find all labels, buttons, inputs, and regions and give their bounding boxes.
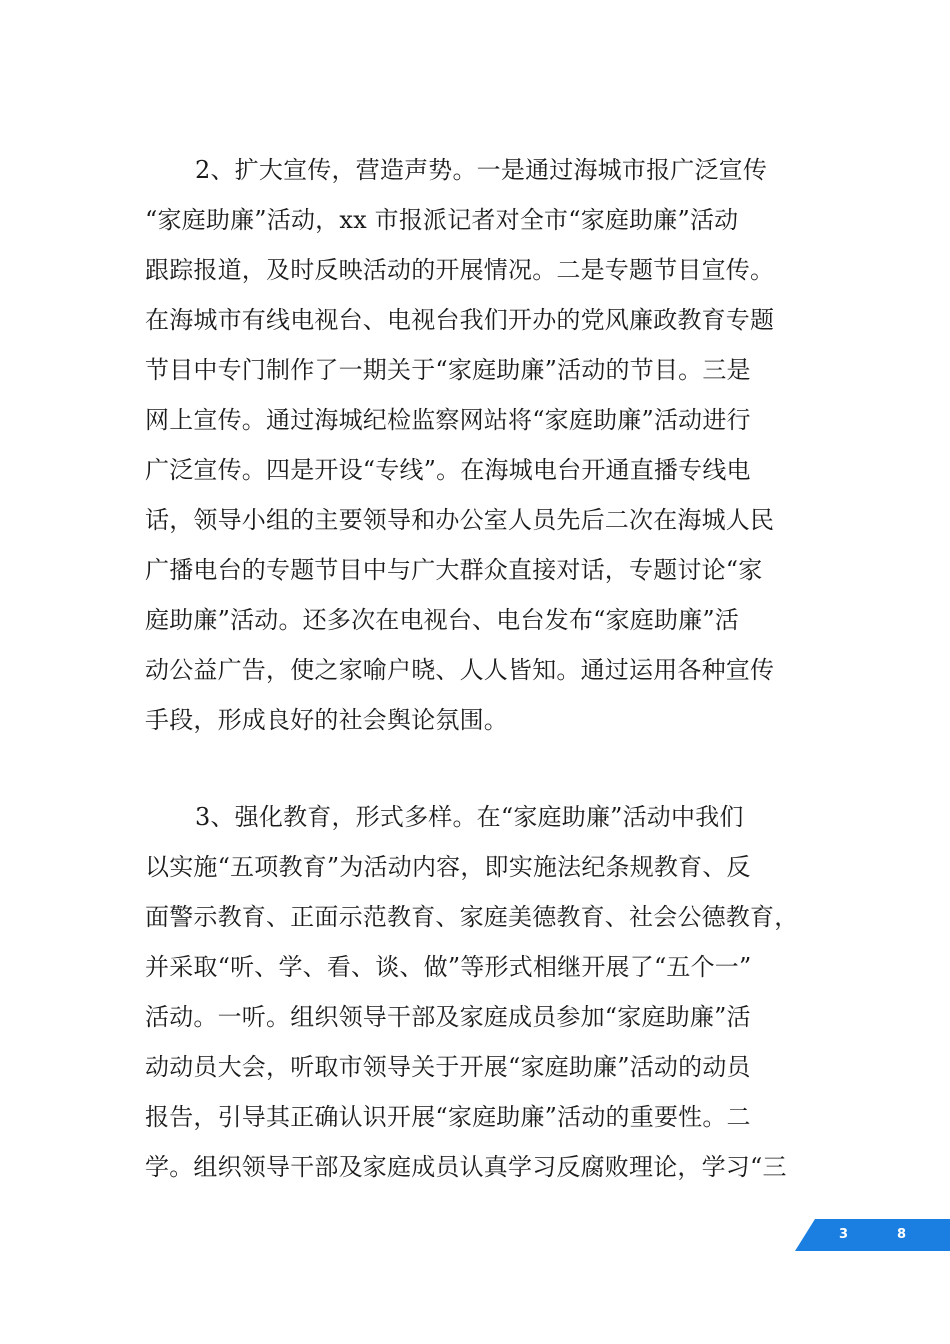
paragraph-line: 广播电台的专题节目中与广大群众直接对话，专题讨论“家 [145, 556, 763, 584]
paragraph-line: 学。组织领导干部及家庭成员认真学习反腐败理论，学习“三 [145, 1153, 787, 1181]
paragraph-line: 广泛宣传。四是开设“专线”。在海城电台开通直播专线电 [145, 456, 751, 484]
paragraph-line: 手段，形成良好的社会舆论氛围。 [145, 706, 508, 734]
paragraph-line: “家庭助廉”活动，xx 市报派记者对全市“家庭助廉”活动 [145, 206, 739, 234]
paragraph-line: 庭助廉”活动。还多次在电视台、电台发布“家庭助廉”活 [145, 606, 740, 634]
paragraph-publicity [145, 145, 810, 745]
paragraph-line: 跟踪报道，及时反映活动的开展情况。二是专题节目宣传。 [145, 256, 775, 284]
paragraph-line: 面警示教育、正面示范教育、家庭美德教育、社会公德教育， [145, 903, 799, 931]
paragraph-line: 动动员大会，听取市领导关于开展“家庭助廉”活动的动员 [145, 1053, 751, 1081]
paragraph-line: 2、扩大宣传，营造声势。一是通过海城市报广泛宣传 [195, 156, 768, 184]
paragraph-line: 报告，引导其正确认识开展“家庭助廉”活动的重要性。二 [145, 1103, 751, 1131]
paragraph-line: 话，领导小组的主要领导和办公室人员先后二次在海城人民 [145, 506, 775, 534]
current-page-number: 3 [839, 1227, 849, 1242]
paragraph-line: 活动。一听。组织领导干部及家庭成员参加“家庭助廉”活 [145, 1003, 751, 1031]
paragraph-line: 动公益广告，使之家喻户晓、人人皆知。通过运用各种宣传 [145, 656, 775, 684]
paragraph-line: 以实施“五项教育”为活动内容，即实施法纪条规教育、反 [145, 853, 751, 881]
paragraph-line: 并采取“听、学、看、谈、做”等形式相继开展了“五个一” [145, 953, 752, 981]
paragraph-line: 在海城市有线电视台、电视台我们开办的党风廉政教育专题 [145, 306, 775, 334]
total-page-count: 8 [897, 1227, 907, 1242]
paragraph-line: 网上宣传。通过海城纪检监察网站将“家庭助廉”活动进行 [145, 406, 751, 434]
paragraph-education [145, 792, 810, 1192]
page-number-badge [795, 1219, 950, 1251]
paragraph-line: 节目中专门制作了一期关于“家庭助廉”活动的节目。三是 [145, 356, 751, 384]
paragraph-line: 3、强化教育，形式多样。在“家庭助廉”活动中我们 [195, 803, 744, 831]
page-badge-shape [795, 1219, 950, 1251]
